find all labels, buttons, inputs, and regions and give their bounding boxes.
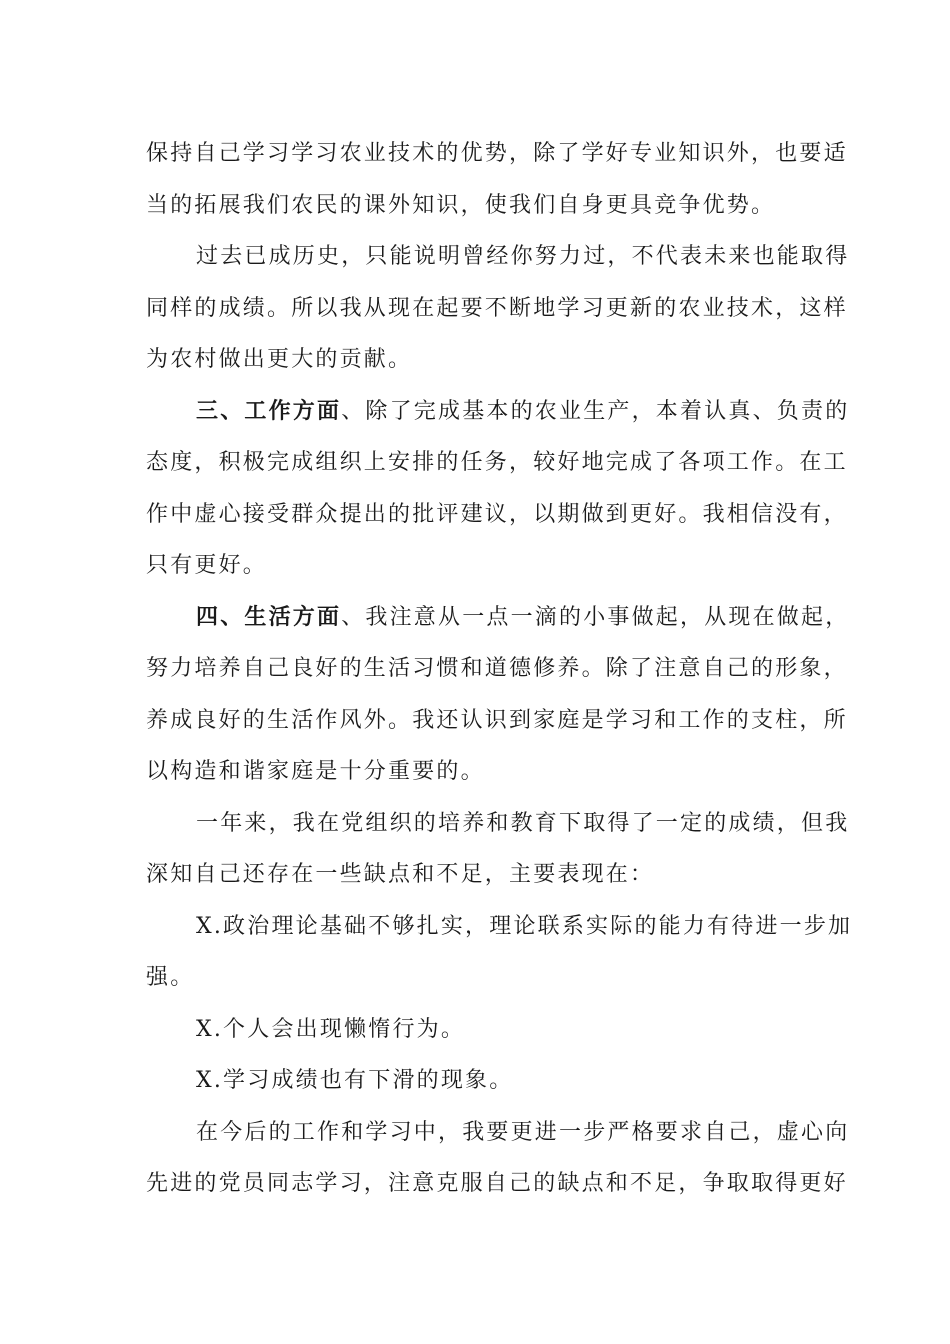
paragraph-8 [146, 1055, 806, 1107]
text-line: 只有更好。 [146, 553, 268, 578]
text-line: 态度，积极完成组织上安排的任务，较好地完成了各项工作。在工 [146, 450, 848, 475]
text-line: 在今后的工作和学习中，我要更进一步严格要求自己，虚心向 [196, 1119, 850, 1145]
text-line: 一年来，我在党组织的培养和教育下取得了一定的成绩，但我 [196, 810, 850, 836]
text-line: 努力培养自己良好的生活习惯和道德修养。除了注意自己的形象， [146, 656, 848, 681]
text-line: 保持自己学习学习农业技术的优势，除了学好专业知识外，也要适 [146, 141, 848, 166]
paragraph-2 [146, 231, 850, 386]
text-line: X.个人会出现懒惰行为。 [196, 1016, 466, 1042]
paragraph-5 [146, 798, 850, 901]
section-heading-work: 三、工作方面 [196, 397, 342, 424]
text-run: 、我注意从一点一滴的小事做起，从现在做起， [341, 604, 850, 630]
text-line: 为农村做出更大的贡献。 [146, 347, 413, 372]
text-line: 当的拓展我们农民的课外知识，使我们自身更具竞争优势。 [146, 192, 776, 218]
section-heading-life: 四、生活方面 [196, 603, 342, 630]
paragraph-9 [146, 1107, 850, 1210]
paragraph-3 [146, 386, 850, 592]
text-run: 、除了完成基本的农业生产，本着认真、负责的 [341, 398, 850, 424]
text-line: X.政治理论基础不够扎实，理论联系实际的能力有待进一步加 [196, 913, 853, 939]
text-line: 以构造和谐家庭是十分重要的。 [146, 759, 485, 784]
paragraph-1 [146, 128, 848, 231]
text-line: 强。 [146, 965, 195, 990]
document-body [146, 128, 853, 1210]
text-line: 作中虚心接受群众提出的批评建议，以期做到更好。我相信没有， [146, 501, 848, 527]
paragraph-6 [146, 901, 853, 1004]
text-line [146, 386, 850, 438]
text-line [146, 592, 850, 644]
text-line: 先进的党员同志学习，注意克服自己的缺点和不足，争取取得更好 [146, 1171, 848, 1196]
text-line: 同样的成绩。所以我从现在起要不断地学习更新的农业技术，这样 [146, 295, 848, 321]
paragraph-7 [146, 1004, 806, 1056]
text-line: X.学习成绩也有下滑的现象。 [196, 1068, 514, 1093]
text-line: 养成良好的生活作风外。我还认识到家庭是学习和工作的支柱，所 [146, 707, 848, 733]
text-line: 过去已成历史，只能说明曾经你努力过，不代表未来也能取得 [196, 244, 850, 269]
paragraph-4 [146, 592, 850, 798]
text-line: 深知自己还存在一些缺点和不足，主要表现在： [146, 862, 655, 887]
